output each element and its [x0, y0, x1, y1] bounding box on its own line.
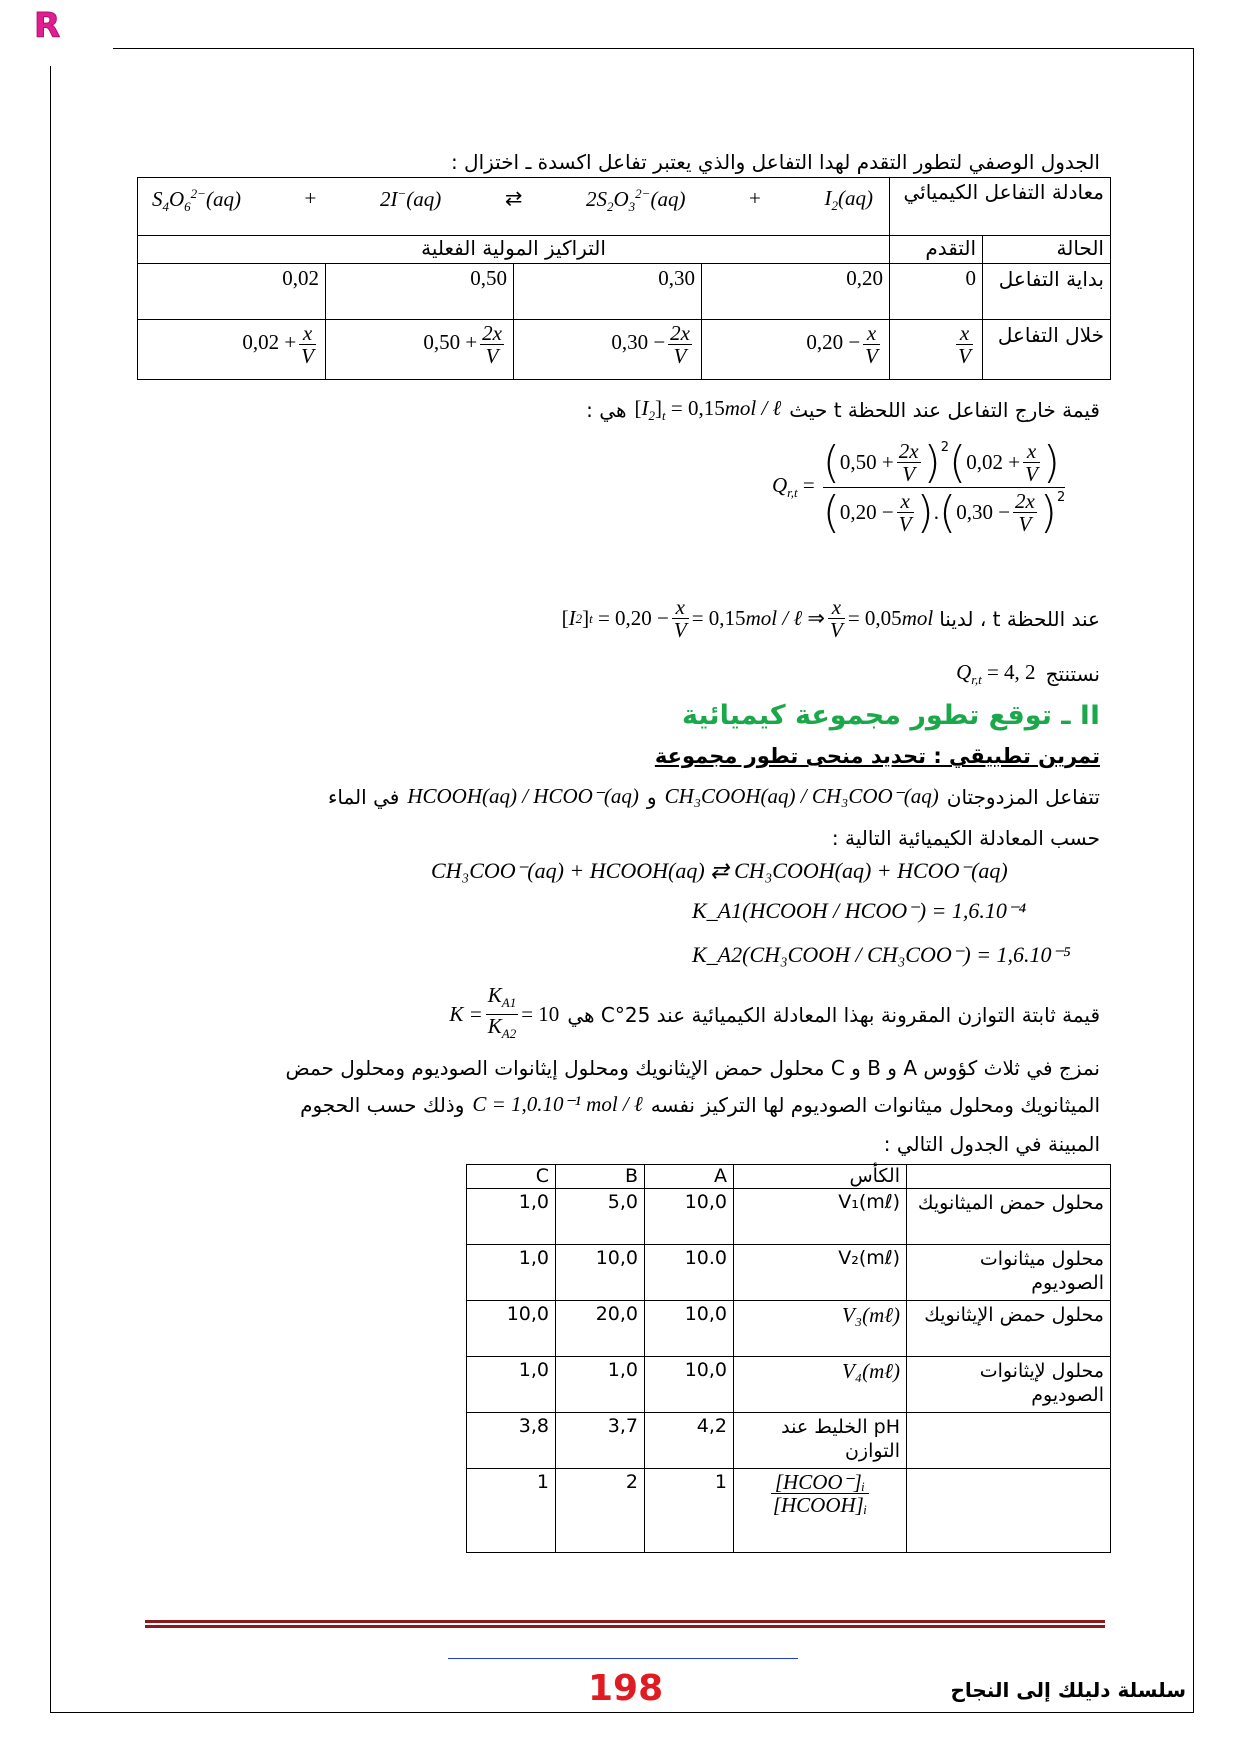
at-t-line: عند اللحظة t ، لدينا [ I 2 ] t = 0,20 − $\frac{x}{V}$ = 0,15 mol / ℓ ⇒ $\frac{x}{V}$ = 0,05 mol — [561, 595, 1100, 642]
cell-r2c4: 0,02 + $\frac{x}{V}$ — [138, 320, 326, 380]
state-header: الحالة — [983, 236, 1111, 264]
ka2-expression: K_A2(CH₃COOH / CH₃COO⁻) = 1,6.10⁻⁵ — [692, 942, 1071, 967]
r6-b: 2 — [556, 1469, 645, 1553]
col-c-header: C — [467, 1165, 556, 1189]
r4-quantity: V₄(mℓ) — [734, 1357, 907, 1413]
top-rule — [113, 48, 1193, 49]
r2-a: 10.0 — [645, 1245, 734, 1301]
r3-label: محلول حمض الإيثانويك — [907, 1301, 1111, 1357]
cell-r2c2: 0,30 − $\frac{2x}{V}$ — [514, 320, 702, 380]
col-b-header: B — [556, 1165, 645, 1189]
r6-quantity: $\frac{\text{[HCOO⁻]ᵢ}}{\text{[HCOOH]ᵢ}}$ — [734, 1469, 907, 1553]
cell-r1-adv: 0 — [890, 264, 983, 320]
r3-a: 10,0 — [645, 1301, 734, 1357]
iodine-species: $I_2(aq)$ — [824, 186, 873, 214]
r1-a: 10,0 — [645, 1189, 734, 1245]
r2-c: 1,0 — [467, 1245, 556, 1301]
main-equation: CH₃COO⁻(aq) + HCOOH(aq) ⇄ CH₃COOH(aq) + HCOO⁻(aq) — [431, 858, 1008, 883]
conc-header: التراكيز المولية الفعلية — [138, 236, 890, 264]
page-frame-bottom — [50, 1712, 1194, 1713]
equation-label: معادلة التفاعل الكيميائي — [890, 178, 1111, 236]
s4o6-species: $S_4O_6^{2-}(aq)$ — [152, 186, 241, 215]
r3-quantity: V₃(mℓ) — [734, 1301, 907, 1357]
cell-r1c2: 0,30 — [514, 264, 702, 320]
glass-header: الكأس — [734, 1165, 907, 1189]
r3-b: 20,0 — [556, 1301, 645, 1357]
empty-header — [907, 1165, 1111, 1189]
cell-r1c4: 0,02 — [138, 264, 326, 320]
r3-c: 10,0 — [467, 1301, 556, 1357]
thiosulfate-species: $2S_2O_3^{2-}(aq)$ — [586, 186, 686, 215]
r5-a: 4,2 — [645, 1413, 734, 1469]
logo: R — [34, 6, 61, 46]
intro-text: الجدول الوصفي لتطور التقدم لهدا التفاعل والذي يعتبر تفاعل اكسدة ـ اختزال : — [450, 150, 1100, 174]
i2-condition: $[I_2]_t = 0,15mol$ / ℓ — [634, 396, 782, 424]
cell-r1c3: 0,50 — [326, 264, 514, 320]
r2-label: محلول ميثانوات الصوديوم — [907, 1245, 1111, 1301]
deduce-line: نستنتج $Q_{r,t} = 4$, 2 — [956, 660, 1100, 688]
exercise-title: تمرين تطبيقي : تحديد منحى تطور مجموعة — [654, 744, 1100, 768]
r1-quantity: V₁(mℓ) — [734, 1189, 907, 1245]
page-frame-right — [1193, 48, 1194, 1713]
r4-c: 1,0 — [467, 1357, 556, 1413]
cell-r2-adv: $\frac{x}{V}$ — [890, 320, 983, 380]
mix-line-2: الميثانويك ومحلول ميثانوات الصوديوم لها التركيز نفسه C = 1,0.10⁻¹ mol / ℓ وذلك حسب الحجوم — [300, 1092, 1100, 1117]
r2-b: 10,0 — [556, 1245, 645, 1301]
r4-b: 1,0 — [556, 1357, 645, 1413]
section-title: II ـ توقع تطور مجموعة كيميائية — [682, 700, 1100, 731]
adv-header: التقدم — [890, 236, 983, 264]
q-intro-line: قيمة خارج التفاعل عند اللحظة t حيث $[I_2]_t = 0,15mol$ / ℓ هي : — [586, 396, 1100, 424]
couples-line: تتفاعل المزدوجتان CH₃COOH(aq) / CH₃COO⁻(aq) و HCOOH(aq) / HCOO⁻(aq) في الماء — [328, 784, 1100, 809]
footer-link-line — [448, 1658, 798, 1659]
mix-line-1: نمزج في ثلاث كؤوس A و B و C محلول حمض الإيثانويك ومحلول إيثانوات الصوديوم ومحلول حمض — [285, 1056, 1100, 1080]
cell-r1c1: 0,20 — [702, 264, 890, 320]
mixtures-table — [466, 1164, 1111, 1553]
r5-b: 3,7 — [556, 1413, 645, 1469]
page-number: 198 — [588, 1668, 664, 1709]
r4-label: محلول لإيثانوات الصوديوم — [907, 1357, 1111, 1413]
r6-a: 1 — [645, 1469, 734, 1553]
r6-label — [907, 1469, 1111, 1553]
ka1-expression: K_A1(HCOOH / HCOO⁻) = 1,6.10⁻⁴ — [692, 898, 1027, 923]
row1-state: بداية التفاعل — [983, 264, 1111, 320]
col-a-header: A — [645, 1165, 734, 1189]
cell-r2c3: 0,50 + $\frac{2x}{V}$ — [326, 320, 514, 380]
qrt-expression: $Q_{r,t}$ = ( 0,50 + $\frac{2x}{V}$ ) $^2$ ( 0,02 + $\frac{x}{V}$ ) ( 0,20 − $\frac{x}{V}$ ) . ( 0,30 − $\frac{2x}{V}$ ) $^2$ — [772, 436, 1066, 538]
according-text: حسب المعادلة الكيميائية التالية : — [831, 826, 1100, 850]
r5-quantity: pH الخليط عند التوازن — [734, 1413, 907, 1469]
series-name: سلسلة دليلك إلى النجاح — [950, 1678, 1186, 1702]
row2-state: خلال التفاعل — [983, 320, 1111, 380]
equation-cell: $S_4O_6^{2-}(aq)$ + 2I−(aq) ⇄ $2S_2O_3^{2-}(aq)$ + $I_2(aq)$ — [138, 178, 890, 236]
r5-label — [907, 1413, 1111, 1469]
r2-quantity: V₂(mℓ) — [734, 1245, 907, 1301]
footer-rule — [145, 1620, 1105, 1628]
r6-c: 1 — [467, 1469, 556, 1553]
progress-table — [137, 177, 1111, 380]
cell-r2c1: 0,20 − $\frac{x}{V}$ — [702, 320, 890, 380]
r1-c: 1,0 — [467, 1189, 556, 1245]
page-frame-left — [50, 66, 51, 1713]
k-line: قيمة ثابتة التوازن المقرونة بهذا المعادلة الكيميائية عند 25°C هي K = $\frac{K_{A1}}{K_{A2}}$ = 10 — [449, 983, 1100, 1042]
iodide-species: 2I−(aq) — [379, 186, 442, 211]
r4-a: 10,0 — [645, 1357, 734, 1413]
r1-b: 5,0 — [556, 1189, 645, 1245]
equilibrium-arrow: ⇄ — [504, 186, 523, 210]
r5-c: 3,8 — [467, 1413, 556, 1469]
r1-label: محلول حمض الميثانويك — [907, 1189, 1111, 1245]
mix-line-3: المبينة في الجدول التالي : — [883, 1132, 1100, 1156]
